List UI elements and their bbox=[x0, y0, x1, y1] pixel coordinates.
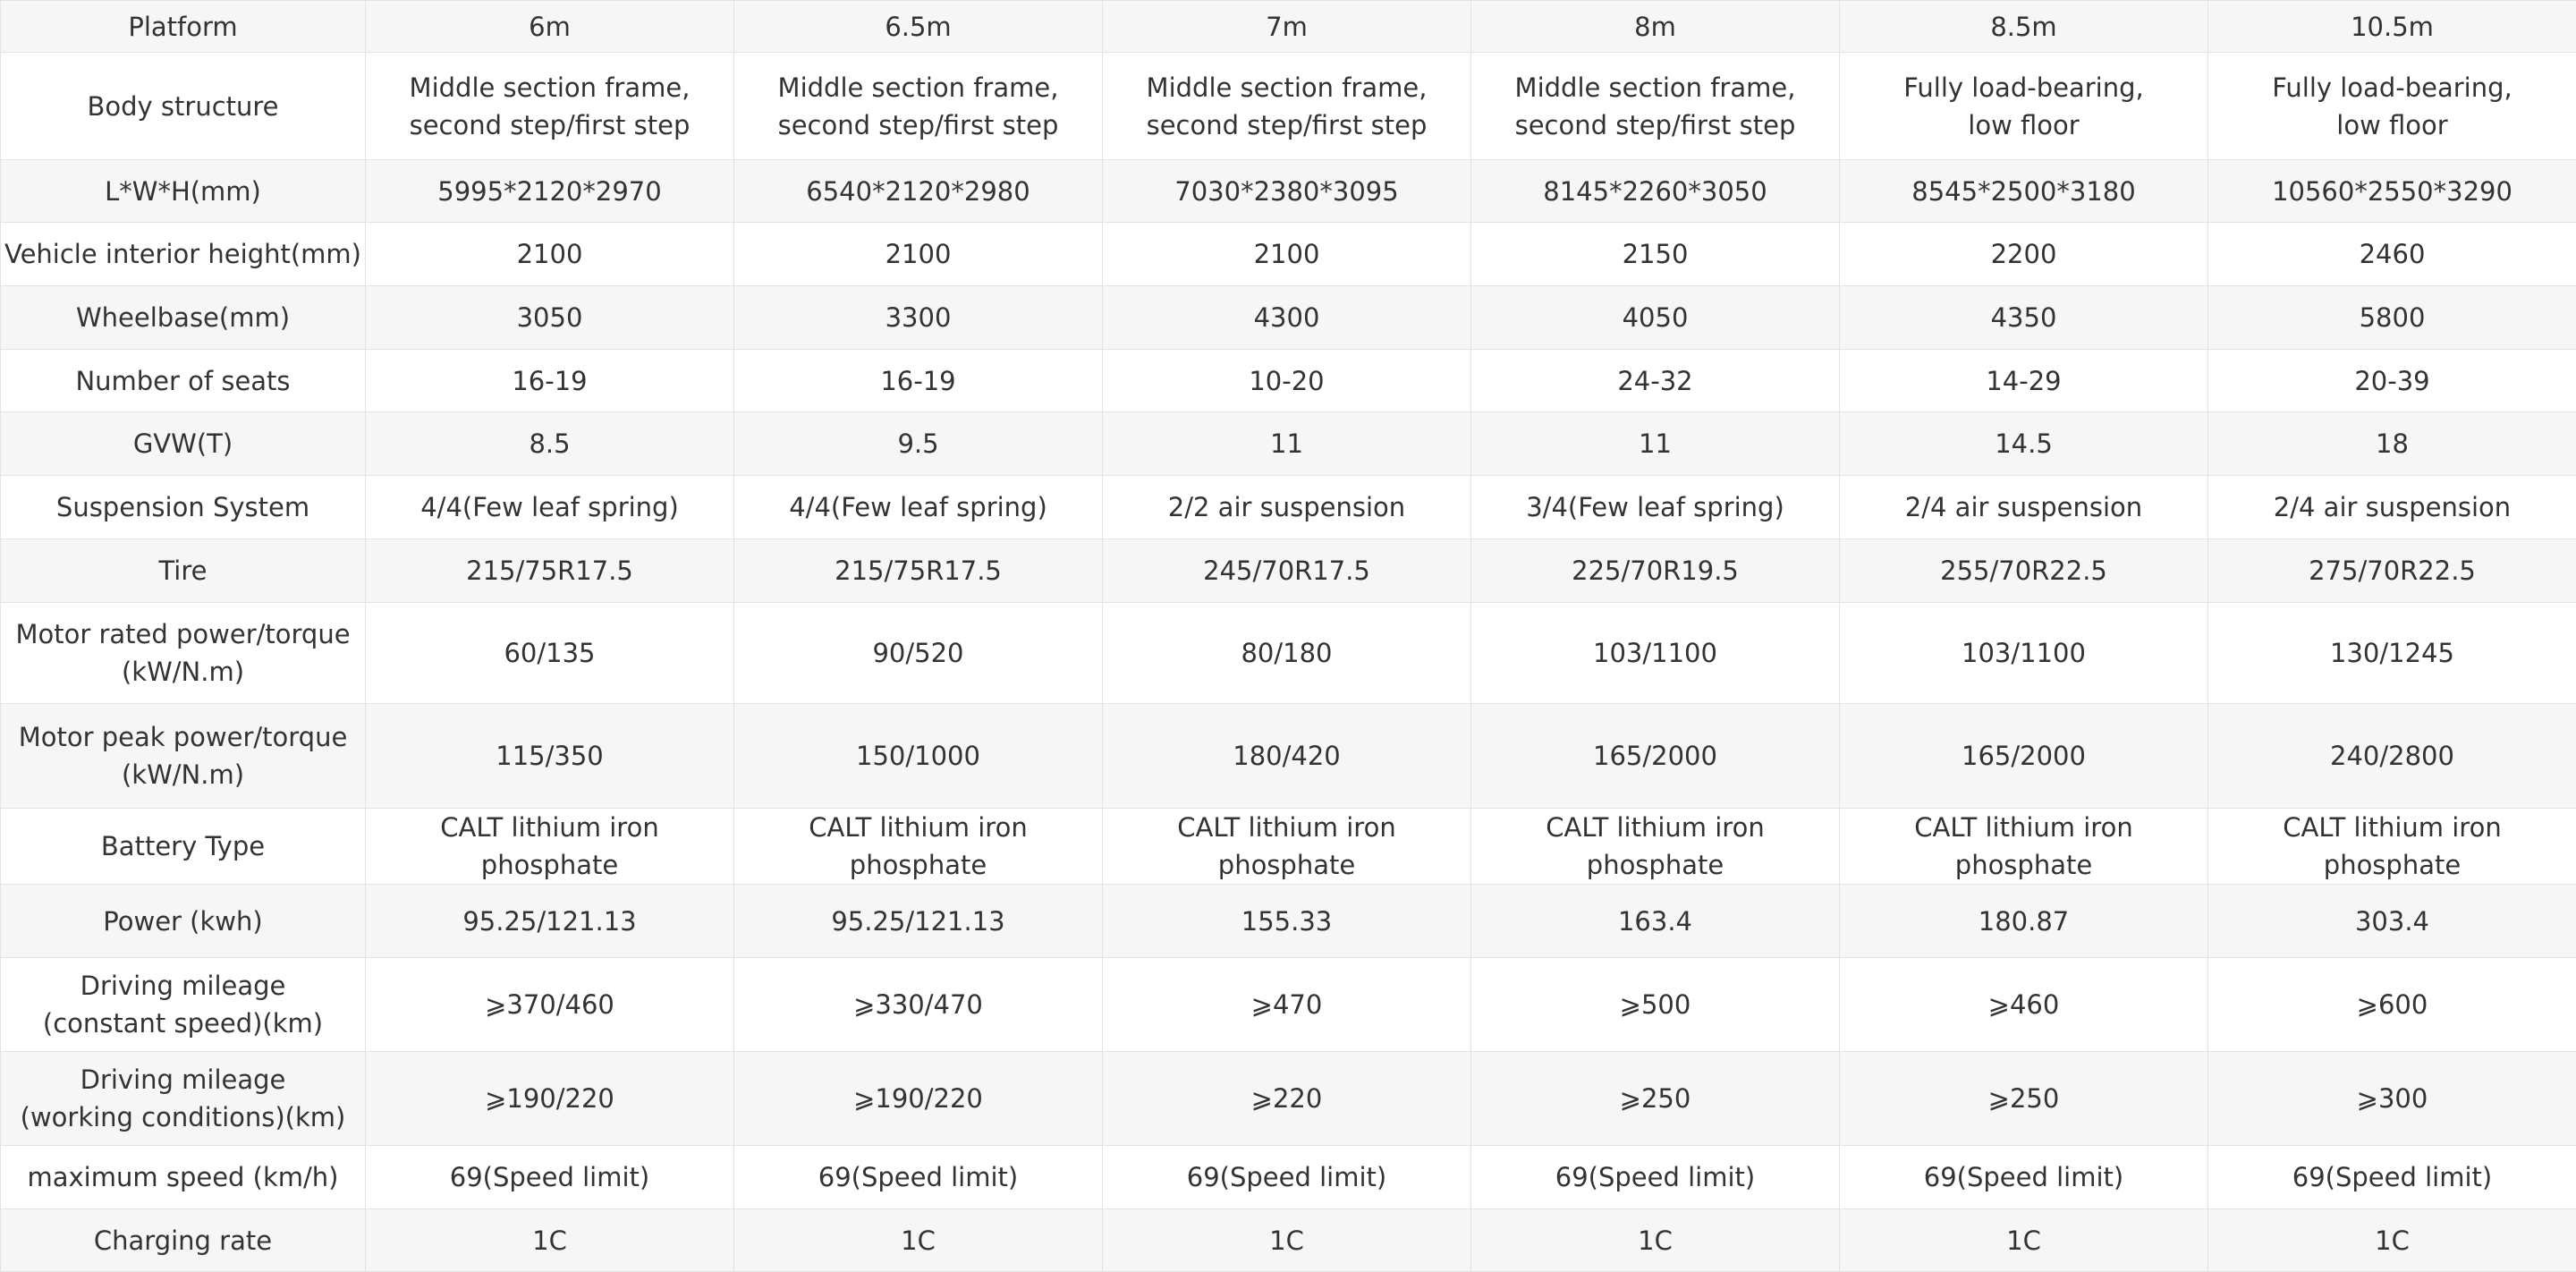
table-cell: 14.5 bbox=[1840, 412, 2208, 476]
table-cell: ⩾300 bbox=[2208, 1052, 2576, 1146]
table-cell: 69(Speed limit) bbox=[2208, 1146, 2576, 1209]
row-label: Vehicle interior height(mm) bbox=[1, 223, 366, 286]
table-cell: 20-39 bbox=[2208, 350, 2576, 412]
table-cell: 7030*2380*3095 bbox=[1103, 160, 1471, 223]
table-cell: 2100 bbox=[1103, 223, 1471, 286]
table-cell: 11 bbox=[1471, 412, 1840, 476]
table-row bbox=[1, 223, 2576, 286]
table-cell: 10560*2550*3290 bbox=[2208, 160, 2576, 223]
row-label: Driving mileage (constant speed)(km) bbox=[1, 958, 366, 1052]
row-label: Wheelbase(mm) bbox=[1, 286, 366, 350]
row-label: Battery Type bbox=[1, 809, 366, 885]
table-cell: 163.4 bbox=[1471, 885, 1840, 958]
table-cell: 4050 bbox=[1471, 286, 1840, 350]
table-cell: ⩾460 bbox=[1840, 958, 2208, 1052]
table-row bbox=[1, 539, 2576, 603]
table-row bbox=[1, 476, 2576, 539]
table-row bbox=[1, 1146, 2576, 1209]
table-cell: 6m bbox=[366, 1, 734, 53]
table-row bbox=[1, 809, 2576, 885]
table-cell: 69(Speed limit) bbox=[366, 1146, 734, 1209]
table-cell: ⩾600 bbox=[2208, 958, 2576, 1052]
table-cell: 11 bbox=[1103, 412, 1471, 476]
table-cell: 69(Speed limit) bbox=[734, 1146, 1103, 1209]
table-cell: 95.25/121.13 bbox=[734, 885, 1103, 958]
table-cell: 165/2000 bbox=[1471, 704, 1840, 809]
table-cell: Fully load-bearing, low floor bbox=[1840, 53, 2208, 160]
table-cell: 95.25/121.13 bbox=[366, 885, 734, 958]
table-cell: Middle section frame, second step/first step bbox=[366, 53, 734, 160]
table-cell: 2100 bbox=[734, 223, 1103, 286]
table-cell: 10.5m bbox=[2208, 1, 2576, 53]
table-cell: 180.87 bbox=[1840, 885, 2208, 958]
table-row bbox=[1, 1052, 2576, 1146]
table-cell: 14-29 bbox=[1840, 350, 2208, 412]
table-cell: ⩾220 bbox=[1103, 1052, 1471, 1146]
table-cell: Middle section frame, second step/first step bbox=[1103, 53, 1471, 160]
row-label: Driving mileage (working conditions)(km) bbox=[1, 1052, 366, 1146]
table-cell: 2/2 air suspension bbox=[1103, 476, 1471, 539]
table-cell: 1C bbox=[1103, 1209, 1471, 1272]
table-cell: 103/1100 bbox=[1471, 603, 1840, 704]
table-cell: 1C bbox=[734, 1209, 1103, 1272]
table-cell: 1C bbox=[1471, 1209, 1840, 1272]
table-cell: ⩾250 bbox=[1471, 1052, 1840, 1146]
table-cell: ⩾190/220 bbox=[734, 1052, 1103, 1146]
table-cell: CALT lithium iron phosphate bbox=[2208, 809, 2576, 885]
table-cell: 7m bbox=[1103, 1, 1471, 53]
table-cell: 8.5m bbox=[1840, 1, 2208, 53]
table-cell: 16-19 bbox=[734, 350, 1103, 412]
table-cell: 60/135 bbox=[366, 603, 734, 704]
table-cell: 6540*2120*2980 bbox=[734, 160, 1103, 223]
table-cell: 1C bbox=[2208, 1209, 2576, 1272]
table-cell: 2/4 air suspension bbox=[2208, 476, 2576, 539]
table-cell: 4/4(Few leaf spring) bbox=[734, 476, 1103, 539]
table-cell: CALT lithium iron phosphate bbox=[1103, 809, 1471, 885]
table-cell: 24-32 bbox=[1471, 350, 1840, 412]
table-cell: 8545*2500*3180 bbox=[1840, 160, 2208, 223]
table-row bbox=[1, 885, 2576, 958]
row-label: Motor peak power/torque (kW/N.m) bbox=[1, 704, 366, 809]
table-row bbox=[1, 53, 2576, 160]
spec-table-body bbox=[1, 1, 2576, 1272]
table-cell: 3300 bbox=[734, 286, 1103, 350]
row-label: maximum speed (km/h) bbox=[1, 1146, 366, 1209]
table-cell: 5800 bbox=[2208, 286, 2576, 350]
table-cell: ⩾500 bbox=[1471, 958, 1840, 1052]
row-label: Platform bbox=[1, 1, 366, 53]
table-cell: 225/70R19.5 bbox=[1471, 539, 1840, 603]
table-cell: 2150 bbox=[1471, 223, 1840, 286]
table-cell: 8m bbox=[1471, 1, 1840, 53]
table-cell: 9.5 bbox=[734, 412, 1103, 476]
table-cell: 255/70R22.5 bbox=[1840, 539, 2208, 603]
row-label: Motor rated power/torque (kW/N.m) bbox=[1, 603, 366, 704]
table-cell: ⩾250 bbox=[1840, 1052, 2208, 1146]
table-cell: 245/70R17.5 bbox=[1103, 539, 1471, 603]
table-cell: 6.5m bbox=[734, 1, 1103, 53]
table-cell: 5995*2120*2970 bbox=[366, 160, 734, 223]
table-cell: 4/4(Few leaf spring) bbox=[366, 476, 734, 539]
table-cell: 3050 bbox=[366, 286, 734, 350]
table-cell: ⩾370/460 bbox=[366, 958, 734, 1052]
table-cell: CALT lithium iron phosphate bbox=[1471, 809, 1840, 885]
table-row bbox=[1, 603, 2576, 704]
table-cell: 4300 bbox=[1103, 286, 1471, 350]
row-label: Charging rate bbox=[1, 1209, 366, 1272]
table-cell: 240/2800 bbox=[2208, 704, 2576, 809]
table-cell: 150/1000 bbox=[734, 704, 1103, 809]
row-label: L*W*H(mm) bbox=[1, 160, 366, 223]
table-cell: ⩾470 bbox=[1103, 958, 1471, 1052]
table-row bbox=[1, 412, 2576, 476]
table-cell: 2/4 air suspension bbox=[1840, 476, 2208, 539]
table-cell: 2460 bbox=[2208, 223, 2576, 286]
table-cell: 80/180 bbox=[1103, 603, 1471, 704]
table-cell: Middle section frame, second step/first step bbox=[734, 53, 1103, 160]
table-cell: 180/420 bbox=[1103, 704, 1471, 809]
table-cell: 8145*2260*3050 bbox=[1471, 160, 1840, 223]
table-cell: CALT lithium iron phosphate bbox=[366, 809, 734, 885]
table-cell: 115/350 bbox=[366, 704, 734, 809]
table-cell: Fully load-bearing, low floor bbox=[2208, 53, 2576, 160]
table-cell: Middle section frame, second step/first step bbox=[1471, 53, 1840, 160]
table-cell: ⩾330/470 bbox=[734, 958, 1103, 1052]
table-cell: 2200 bbox=[1840, 223, 2208, 286]
row-label: Body structure bbox=[1, 53, 366, 160]
table-row bbox=[1, 958, 2576, 1052]
table-row bbox=[1, 350, 2576, 412]
table-cell: 2100 bbox=[366, 223, 734, 286]
table-cell: 3/4(Few leaf spring) bbox=[1471, 476, 1840, 539]
row-label: Tire bbox=[1, 539, 366, 603]
row-label: Suspension System bbox=[1, 476, 366, 539]
table-cell: 275/70R22.5 bbox=[2208, 539, 2576, 603]
table-row bbox=[1, 286, 2576, 350]
table-cell: 69(Speed limit) bbox=[1103, 1146, 1471, 1209]
table-cell: ⩾190/220 bbox=[366, 1052, 734, 1146]
table-cell: 215/75R17.5 bbox=[734, 539, 1103, 603]
table-row bbox=[1, 1, 2576, 53]
table-cell: 165/2000 bbox=[1840, 704, 2208, 809]
table-cell: 4350 bbox=[1840, 286, 2208, 350]
table-cell: 90/520 bbox=[734, 603, 1103, 704]
table-row bbox=[1, 1209, 2576, 1272]
table-cell: 69(Speed limit) bbox=[1840, 1146, 2208, 1209]
row-label: Power (kwh) bbox=[1, 885, 366, 958]
table-cell: CALT lithium iron phosphate bbox=[734, 809, 1103, 885]
table-cell: 18 bbox=[2208, 412, 2576, 476]
table-cell: 130/1245 bbox=[2208, 603, 2576, 704]
table-cell: 303.4 bbox=[2208, 885, 2576, 958]
table-cell: 215/75R17.5 bbox=[366, 539, 734, 603]
table-cell: 69(Speed limit) bbox=[1471, 1146, 1840, 1209]
table-cell: 16-19 bbox=[366, 350, 734, 412]
table-cell: 1C bbox=[366, 1209, 734, 1272]
table-row bbox=[1, 160, 2576, 223]
table-cell: 1C bbox=[1840, 1209, 2208, 1272]
table-cell: 103/1100 bbox=[1840, 603, 2208, 704]
table-cell: 8.5 bbox=[366, 412, 734, 476]
row-label: GVW(T) bbox=[1, 412, 366, 476]
row-label: Number of seats bbox=[1, 350, 366, 412]
table-cell: 155.33 bbox=[1103, 885, 1471, 958]
table-cell: 10-20 bbox=[1103, 350, 1471, 412]
table-cell: CALT lithium iron phosphate bbox=[1840, 809, 2208, 885]
table-row bbox=[1, 704, 2576, 809]
